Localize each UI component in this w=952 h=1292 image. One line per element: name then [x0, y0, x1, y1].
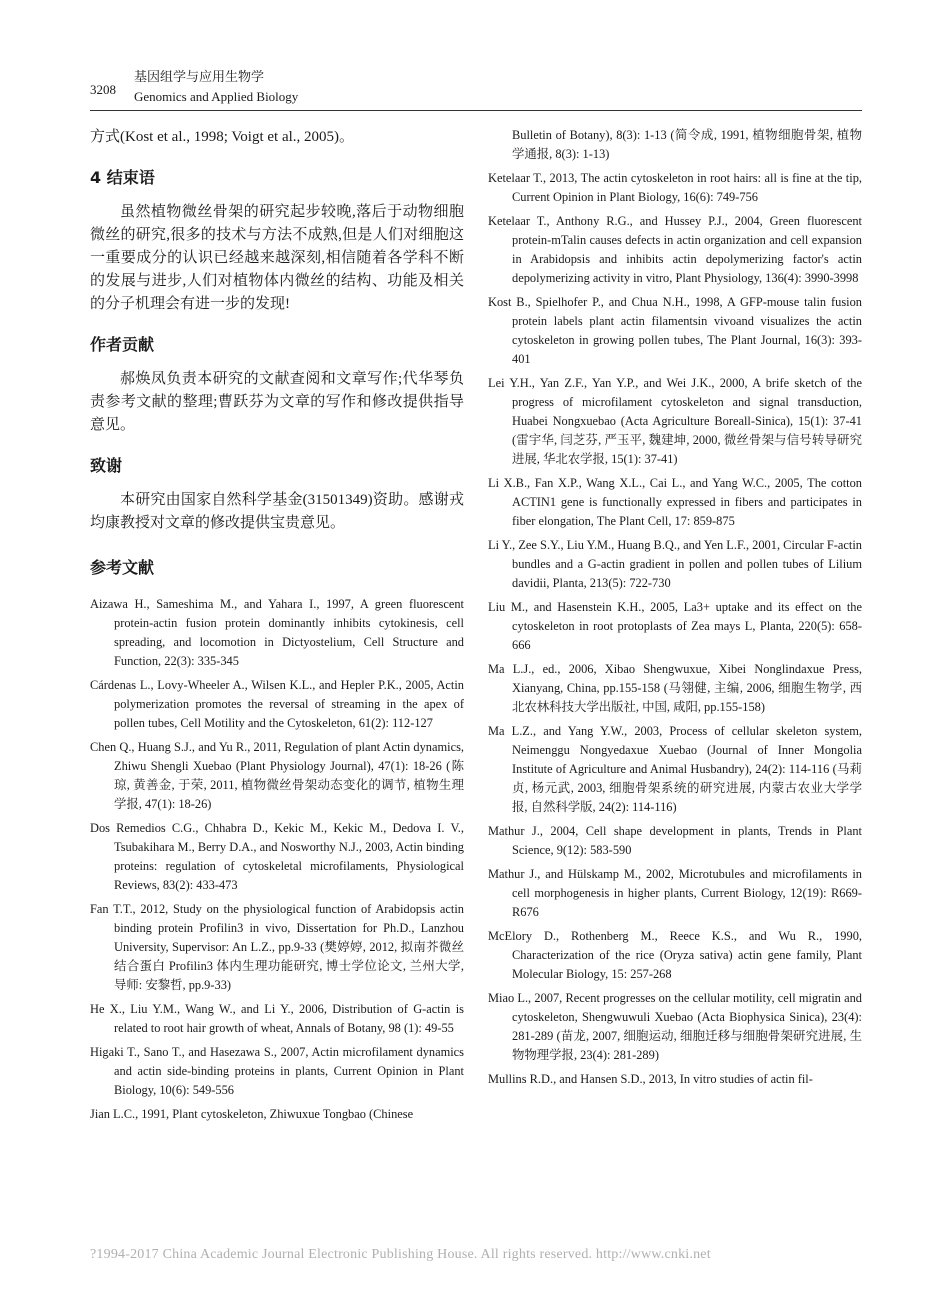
reference-item: Ma L.Z., and Yang Y.W., 2003, Process of cellular skeleton system, Neimenggu Nongyedaxue Xuebao (Journal of Inner Mongolia Institute of Agriculture and Animal Husbandry), 24(2): 114-116 (马莉贞, 杨元武, 2003, 细胞骨架系统的研究进展, 内蒙古农业大学学报, 自然科学版, 24(2): 114-116) [488, 724, 862, 814]
references-list-right [488, 126, 862, 1089]
reference-item: Li X.B., Fan X.P., Wang X.L., Cai L., and Yang W.C., 2005, The cotton ACTIN1 gene is functionally expressed in fibers and participates in fiber elongation, The Plant Cell, 17: 859-875 [488, 476, 862, 528]
reference-item: Mullins R.D., and Hansen S.D., 2013, In vitro studies of actin fil- [488, 1072, 813, 1086]
reference-item: Kost B., Spielhofer P., and Chua N.H., 1998, A GFP-mouse talin fusion protein labels plant actin filamentsin vivoand visualizes the actin cytoskeleton in growing pollen tubes, The Plant Journal, 16(3): 393-401 [488, 295, 862, 366]
reference-item: Chen Q., Huang S.J., and Yu R., 2011, Regulation of plant Actin dynamics, Zhiwu Shengli Xuebao (Plant Physiology Journal), 47(1): 18-26 (陈琼, 黄善金, 于荣, 2011, 植物微丝骨架动态变化的调节, 植物生理学报, 47(1): 18-26) [90, 740, 464, 811]
reference-item: Higaki T., Sano T., and Hasezawa S., 2007, Actin microfilament dynamics and actin side-binding proteins in plants, Current Opinion in Plant Biology, 10(6): 549-556 [90, 1045, 464, 1097]
references-list-left [90, 595, 464, 1124]
reference-item: Jian L.C., 1991, Plant cytoskeleton, Zhiwuxue Tongbao (Chinese [90, 1107, 414, 1121]
reference-item: Cárdenas L., Lovy-Wheeler A., Wilsen K.L., and Hepler P.K., 2005, Actin polymerization promotes the reversal of streaming in the apex of pollen tubes, Cell Motility and the Cytoskeleton, 61(2): 112-127 [90, 678, 464, 730]
journal-title-cn: 基因组学与应用生物学 [134, 69, 265, 84]
reference-item: Fan T.T., 2012, Study on the physiological function of Arabidopsis actin binding protein Profilin3 in vivo, Dissertation for Ph.D., Lanzhou University, Supervisor: An L.Z., pp.9-33 (樊婷婷, 2012, 拟南芥微丝结合蛋白 Profilin3 体内生理功能研究, 博士学位论文, 兰州大学, 导师: 安黎哲, pp.9-33) [90, 902, 464, 992]
reference-item: Ma L.J., ed., 2006, Xibao Shengwuxue, Xibei Nonglindaxue Press, Xianyang, China, pp.155-158 (马翎健, 主编, 2006, 细胞生物学, 西北农林科技大学出版社, 中国, 咸阳, pp.155-158) [488, 662, 862, 714]
reference-item: Dos Remedios C.G., Chhabra D., Kekic M., Kekic M., Dedova I. V., Tsubakihara M., Berry D.A., and Nosworthy N.J., 2003, Actin binding proteins: regulation of cytoskeletal microfilaments, Physiological Reviews, 83(2): 433-473 [90, 821, 464, 892]
section-references-title: 参考文献 [90, 558, 155, 577]
section-acknowledgements-title: 致谢 [90, 456, 123, 475]
left-column [90, 126, 464, 1129]
intro-line: 方式(Kost et al., 1998; Voigt et al., 2005)。 [90, 129, 355, 145]
reference-item: Lei Y.H., Yan Z.F., Yan Y.P., and Wei J.K., 2000, A brife sketch of the progress of microfilament cytoskeleton and signal transduction, Huabei Nongxuebao (Acta Agriculture Boreall-Sinica), 15(1): 37-41 (雷宇华, 闫芝芬, 严玉平, 魏建坤, 2000, 微丝骨架与信号转导研究进展, 华北农学报, 15(1): 37-41) [488, 376, 862, 466]
reference-item: Ketelaar T., 2013, The actin cytoskeleton in root hairs: all is fine at the tip, Current Opinion in Plant Biology, 16(6): 749-756 [488, 171, 862, 204]
reference-item: He X., Liu Y.M., Wang W., and Li Y., 2006, Distribution of G-actin is related to root hair growth of wheat, Annals of Botany, 98 (1): 49-55 [90, 1002, 464, 1035]
reference-item: Mathur J., 2004, Cell shape development in plants, Trends in Plant Science, 9(12): 583-590 [488, 824, 862, 857]
reference-item-continued: Bulletin of Botany), 8(3): 1-13 (简令成, 1991, 植物细胞骨架, 植物学通报, 8(3): 1-13) [512, 128, 862, 161]
reference-item: Ketelaar T., Anthony R.G., and Hussey P.J., 2004, Green fluorescent protein-mTalin causes defects in actin organization and cell expansion in Arabidopsis and inhibits actin depolymerizing factor's actin depolymerizing activity in vitro, Plant Physiology, 136(4): 3990-3998 [488, 214, 862, 285]
section-conclusion-text: 虽然植物微丝骨架的研究起步较晚,落后于动物细胞微丝的研究,很多的技术与方法不成熟,但是人们对细胞这一重要成分的认识已经越来越深刻,相信随着各学科不断的发展与进步,人们对植物体内微丝的结构、功能及相关的分子机理会有进一步的发现! [90, 204, 464, 312]
page-number: 3208 [90, 82, 116, 97]
reference-item: Miao L., 2007, Recent progresses on the cellular motility, cell migratin and cytoskeleton, Shengwuwuli Xuebao (Acta Biophysica Sinica), 23(4): 281-289 (苗龙, 2007, 细胞运动, 细胞迁移与细胞骨架研究进展, 生物物理学报, 23(4): 281-289) [488, 991, 862, 1062]
section-conclusion-title: 4 结束语 [90, 168, 155, 187]
copyright-footer: ?1994-2017 China Academic Journal Electronic Publishing House. All rights reserved. http://www.cnki.net [90, 1247, 711, 1262]
reference-item: Li Y., Zee S.Y., Liu Y.M., Huang B.Q., and Yen L.F., 2001, Circular F-actin bundles and a G-actin gradient in pollen and pollen tubes of Lilium davidii, Planta, 213(5): 722-730 [488, 538, 862, 590]
reference-item: Aizawa H., Sameshima M., and Yahara I., 1997, A green fluorescent protein-actin fusion protein dominantly inhibits cytokinesis, cell spreading, and locomotion in Dictyostelium, Cell Structure and Function, 22(3): 335-345 [90, 597, 464, 668]
section-contributions-text: 郝焕凤负责本研究的文献查阅和文章写作;代华琴负责参考文献的整理;曹跃芬为文章的写作和修改提供指导意见。 [90, 371, 464, 433]
reference-item: Mathur J., and Hülskamp M., 2002, Microtubules and microfilaments in cell morphogenesis in higher plants, Current Biology, 12(19): R669-R676 [488, 867, 862, 919]
journal-title-en: Genomics and Applied Biology [134, 89, 299, 104]
page-header [90, 68, 862, 111]
section-contributions-title: 作者贡献 [90, 335, 155, 354]
section-acknowledgements-text: 本研究由国家自然科学基金(31501349)资助。感谢戎均康教授对文章的修改提供宝贵意见。 [90, 492, 464, 531]
right-column [488, 126, 862, 1094]
reference-item: Liu M., and Hasenstein K.H., 2005, La3+ uptake and its effect on the cytoskeleton in root protoplasts of Zea mays L, Planta, 220(5): 658-666 [488, 600, 862, 652]
reference-item: McElory D., Rothenberg M., Reece K.S., and Wu R., 1990, Characterization of the rice (Oryza sativa) actin gene family, Plant Molecular Biology, 15: 257-268 [488, 929, 862, 981]
